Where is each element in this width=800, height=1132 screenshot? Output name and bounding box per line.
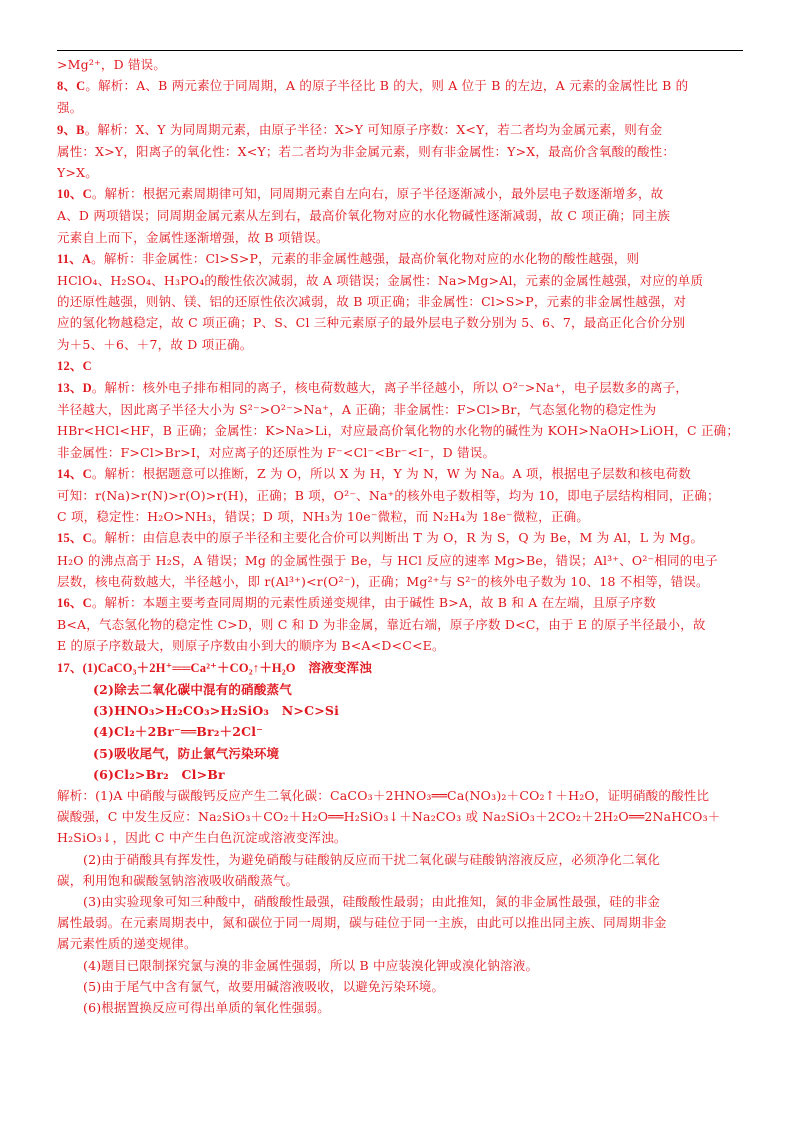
line-text: 元素自上而下，金属性逐渐增强，故 B 项错误。 bbox=[57, 229, 329, 245]
text-line bbox=[57, 355, 745, 377]
explanation-line: (2)由于硝酸具有挥发性，为避免硝酸与硅酸钠反应而干扰二氧化碳与硅酸钠溶液反应，必须净化二氧化 bbox=[83, 851, 661, 867]
text-line bbox=[57, 205, 745, 226]
explanation-line: (4)题目已限制探究氯与溴的非金属性强弱，所以 B 中应装溴化钾或溴化钠溶液。 bbox=[83, 957, 539, 973]
explanation-line: 碳，利用饱和碳酸氢钠溶液吸收硝酸蒸气。 bbox=[57, 872, 299, 888]
line-text: >Mg²⁺，D 错误。 bbox=[57, 57, 167, 72]
text-line bbox=[57, 442, 745, 463]
text-line bbox=[57, 183, 745, 205]
line-text: E 的原子序数最大，则原子序数由小到大的顺序为 B<A<D<C<E。 bbox=[57, 638, 445, 654]
line-text: 。解析：A、B 两元素位于同周期，A 的原子半径比 B 的大，则 A 位于 B 的左边，A 元素的金属性比 B 的 bbox=[85, 78, 689, 94]
explanation-line: (6)根据置换反应可得出单质的氧化性强弱。 bbox=[83, 999, 330, 1015]
text-line bbox=[57, 97, 745, 118]
question-number: 13、 bbox=[57, 381, 83, 396]
text-line bbox=[57, 54, 745, 75]
explanation-line: (5)由于尾气中含有氯气，故要用碱溶液吸收，以避免污染环境。 bbox=[83, 978, 445, 994]
q17-answer-item: (5)吸收尾气，防止氯气污染环境 bbox=[93, 745, 280, 761]
text-line bbox=[57, 291, 745, 312]
q17-answer-item: (3)HNO₃>H₂CO₃>H₂SiO₃ N>C>Si bbox=[93, 703, 340, 719]
text-line bbox=[57, 141, 745, 162]
line-text: H₂O 的沸点高于 H₂S，A 错误；Mg 的金属性强于 Be，与 HCl 反应的速率 Mg>Be，错误；Al³⁺、O²⁻相同的电子 bbox=[57, 552, 718, 568]
line-text: Y>X。 bbox=[57, 165, 98, 181]
line-text: 层数，核电荷数越大，半径越小，即 r(Al³⁺)<r(O²⁻)，正确；Mg²⁺与 S²⁻的核外电子数为 10、18 不相等，错误。 bbox=[57, 573, 709, 589]
question-number: 8、 bbox=[57, 79, 77, 94]
answer-key: C bbox=[82, 466, 92, 481]
text-line bbox=[57, 312, 745, 333]
header-rule bbox=[57, 50, 743, 51]
question-number: 14、 bbox=[57, 466, 83, 481]
line-text: 强。 bbox=[57, 100, 83, 116]
answer-key: C bbox=[82, 531, 92, 546]
line-text: 。解析：由信息表中的原子半径和主要化合价可以判断出 T 为 O，R 为 S，Q 为 Be，M 为 Al，L 为 Mg。 bbox=[91, 530, 704, 546]
explanation-line: (3)由实验现象可知三种酸中，硝酸酸性最强，硅酸酸性最弱；由此推知，氮的非金属性最强，硅的非金 bbox=[83, 893, 661, 909]
q17-answers bbox=[57, 679, 745, 785]
answer-key: C bbox=[82, 187, 92, 202]
line-text: A、D 两项错误；同周期金属元素从左到右，最高价氧化物对应的水化物碱性逐渐减弱，故 C 项正确；同主族 bbox=[57, 208, 671, 224]
text-line bbox=[57, 377, 745, 399]
question-number: 16、 bbox=[57, 596, 83, 611]
answer-key: C bbox=[82, 358, 92, 373]
answer-key: A bbox=[81, 251, 92, 266]
line-text: 。解析：根据元素周期律可知，同周期元素自左向右，原子半径逐渐减小，最外层电子数逐渐增多，故 bbox=[91, 186, 664, 202]
text-line bbox=[57, 227, 745, 248]
text-line bbox=[57, 485, 745, 506]
text-line bbox=[57, 550, 745, 571]
text-line bbox=[57, 527, 745, 549]
text-line bbox=[57, 119, 745, 141]
text-line bbox=[57, 75, 745, 97]
line-text: B<A，气态氢化物的稳定性 C>D，则 C 和 D 为非金属，靠近右端，原子序数 D<C，由于 E 的原子半径最小，故 bbox=[57, 617, 706, 633]
explanation-line: 解析：(1)A 中硝酸与碳酸钙反应产生二氧化碳：CaCO₃＋2HNO₃══Ca(NO₃)₂＋CO₂↑＋H₂O，证明硝酸的酸性比 bbox=[57, 787, 710, 803]
text-line bbox=[57, 420, 745, 441]
line-text: HBr<HCl<HF，B 正确；金属性：K>Na>Li，对应最高价氧化物的水化物的碱性为 KOH>NaOH>LiOH，C 正确； bbox=[57, 423, 740, 439]
text-line bbox=[57, 657, 745, 679]
q17-answer-item: (6)Cl₂>Br₂ Cl>Br bbox=[93, 766, 225, 782]
line-text: 。解析：根据题意可以推断，Z 为 O，所以 X 为 H，Y 为 N，W 为 Na。A 项，根据电子层数和核电荷数 bbox=[91, 465, 691, 481]
q17-answer-item: (2)除去二氧化碳中混有的硝酸蒸气 bbox=[93, 681, 292, 697]
text-line bbox=[57, 270, 745, 291]
line-text: 。解析：X、Y 为同周期元素，由原子半径：X>Y 可知原子序数：X<Y，若二者均为金属元素，则有金 bbox=[84, 121, 663, 137]
text-line bbox=[57, 592, 745, 614]
text-line bbox=[57, 614, 745, 635]
question-number: 9、 bbox=[57, 122, 77, 137]
line-text: 可知：r(Na)>r(N)>r(O)>r(H)，正确；B 项，O²⁻、Na⁺的核外电子数相等，均为 10，即电子层结构相同，正确； bbox=[57, 488, 720, 504]
answer-key: C bbox=[82, 596, 92, 611]
answer-key: D bbox=[82, 381, 92, 396]
answer-lines bbox=[57, 54, 745, 679]
question-number: 15、 bbox=[57, 531, 83, 546]
text-line bbox=[57, 571, 745, 592]
text-line bbox=[57, 248, 745, 270]
line-text: HClO₄、H₂SO₄、H₃PO₄的酸性依次减弱，故 A 项错误；金属性：Na>Mg>Al，元素的金属性越强，对应的单质 bbox=[57, 273, 704, 289]
line-text: 的还原性越强，则钠、镁、铝的还原性依次减弱，故 B 项正确；非金属性：Cl>S>P，元素的非金属性越强，对 bbox=[57, 294, 687, 310]
line-text: 为＋5、＋6、＋7，故 D 项正确。 bbox=[57, 336, 253, 352]
q17-explanation bbox=[57, 785, 745, 1018]
line-text: 属性：X>Y，阳离子的氧化性：X<Y；若二者均为非金属元素，则有非金属性：Y>X，最高价含氧酸的酸性： bbox=[57, 143, 676, 159]
answer-key: B bbox=[76, 122, 85, 137]
text-line bbox=[57, 334, 745, 355]
explanation-line: 属性最弱。在元素周期表中，氮和碳位于同一周期，碳与硅位于同一主族，由此可以推出同主族、同周期非金 bbox=[57, 915, 667, 931]
answer-key: C bbox=[76, 79, 86, 94]
q17-answer-item: (4)Cl₂＋2Br⁻══Br₂＋2Cl⁻ bbox=[93, 724, 264, 740]
explanation-line: 碳酸强，C 中发生反应：Na₂SiO₃＋CO₂＋H₂O══H₂SiO₃↓＋Na₂CO₃ 或 Na₂SiO₃＋2CO₂＋2H₂O══2NaHCO₃＋ bbox=[57, 809, 721, 825]
explanation-line: 属元素性质的递变规律。 bbox=[57, 936, 197, 952]
answer-sheet bbox=[57, 54, 745, 1018]
line-text: 。解析：核外电子排布相同的离子，核电荷数越大，离子半径越小，所以 O²⁻>Na⁺，电子层数多的离子， bbox=[91, 380, 689, 396]
question-number: 12、 bbox=[57, 358, 83, 373]
explanation-line: H₂SiO₃↓，因此 C 中产生白色沉淀或溶液变浑浊。 bbox=[57, 830, 347, 846]
question-number: 17、 bbox=[57, 660, 83, 675]
line-text: C 项，稳定性：H₂O>NH₃，错误；D 项，NH₃为 10e⁻微粒，而 N₂H₄为 18e⁻微粒，正确。 bbox=[57, 509, 590, 525]
text-line bbox=[57, 635, 745, 656]
question-number: 10、 bbox=[57, 187, 83, 202]
answer-key: (1)CaCO₃＋2H⁺══Ca²⁺＋CO₂↑＋H₂O 溶液变浑浊 bbox=[82, 660, 372, 675]
line-text: 半径越大，因此离子半径大小为 S²⁻>O²⁻>Na⁺，A 正确；非金属性：F>Cl>Br，气态氢化物的稳定性为 bbox=[57, 402, 657, 418]
line-text: 。解析：本题主要考查同周期的元素性质递变规律，由于碱性 B>A，故 B 和 A 在左端，且原子序数 bbox=[91, 595, 656, 611]
line-text: 非金属性：F>Cl>Br>I，对应离子的还原性为 F⁻<Cl⁻<Br⁻<I⁻，D 错误。 bbox=[57, 444, 496, 460]
line-text: 。解析：非金属性：Cl>S>P，元素的非金属性越强，最高价氧化物对应的水化物的酸性越强，则 bbox=[91, 250, 640, 266]
line-text: 应的氢化物越稳定，故 C 项正确；P、S、Cl 三种元素原子的最外层电子数分别为 5、6、7，最高正化合价分别 bbox=[57, 315, 686, 331]
text-line bbox=[57, 162, 745, 183]
question-number: 11、 bbox=[57, 251, 82, 266]
text-line bbox=[57, 399, 745, 420]
text-line bbox=[57, 506, 745, 527]
text-line bbox=[57, 463, 745, 485]
